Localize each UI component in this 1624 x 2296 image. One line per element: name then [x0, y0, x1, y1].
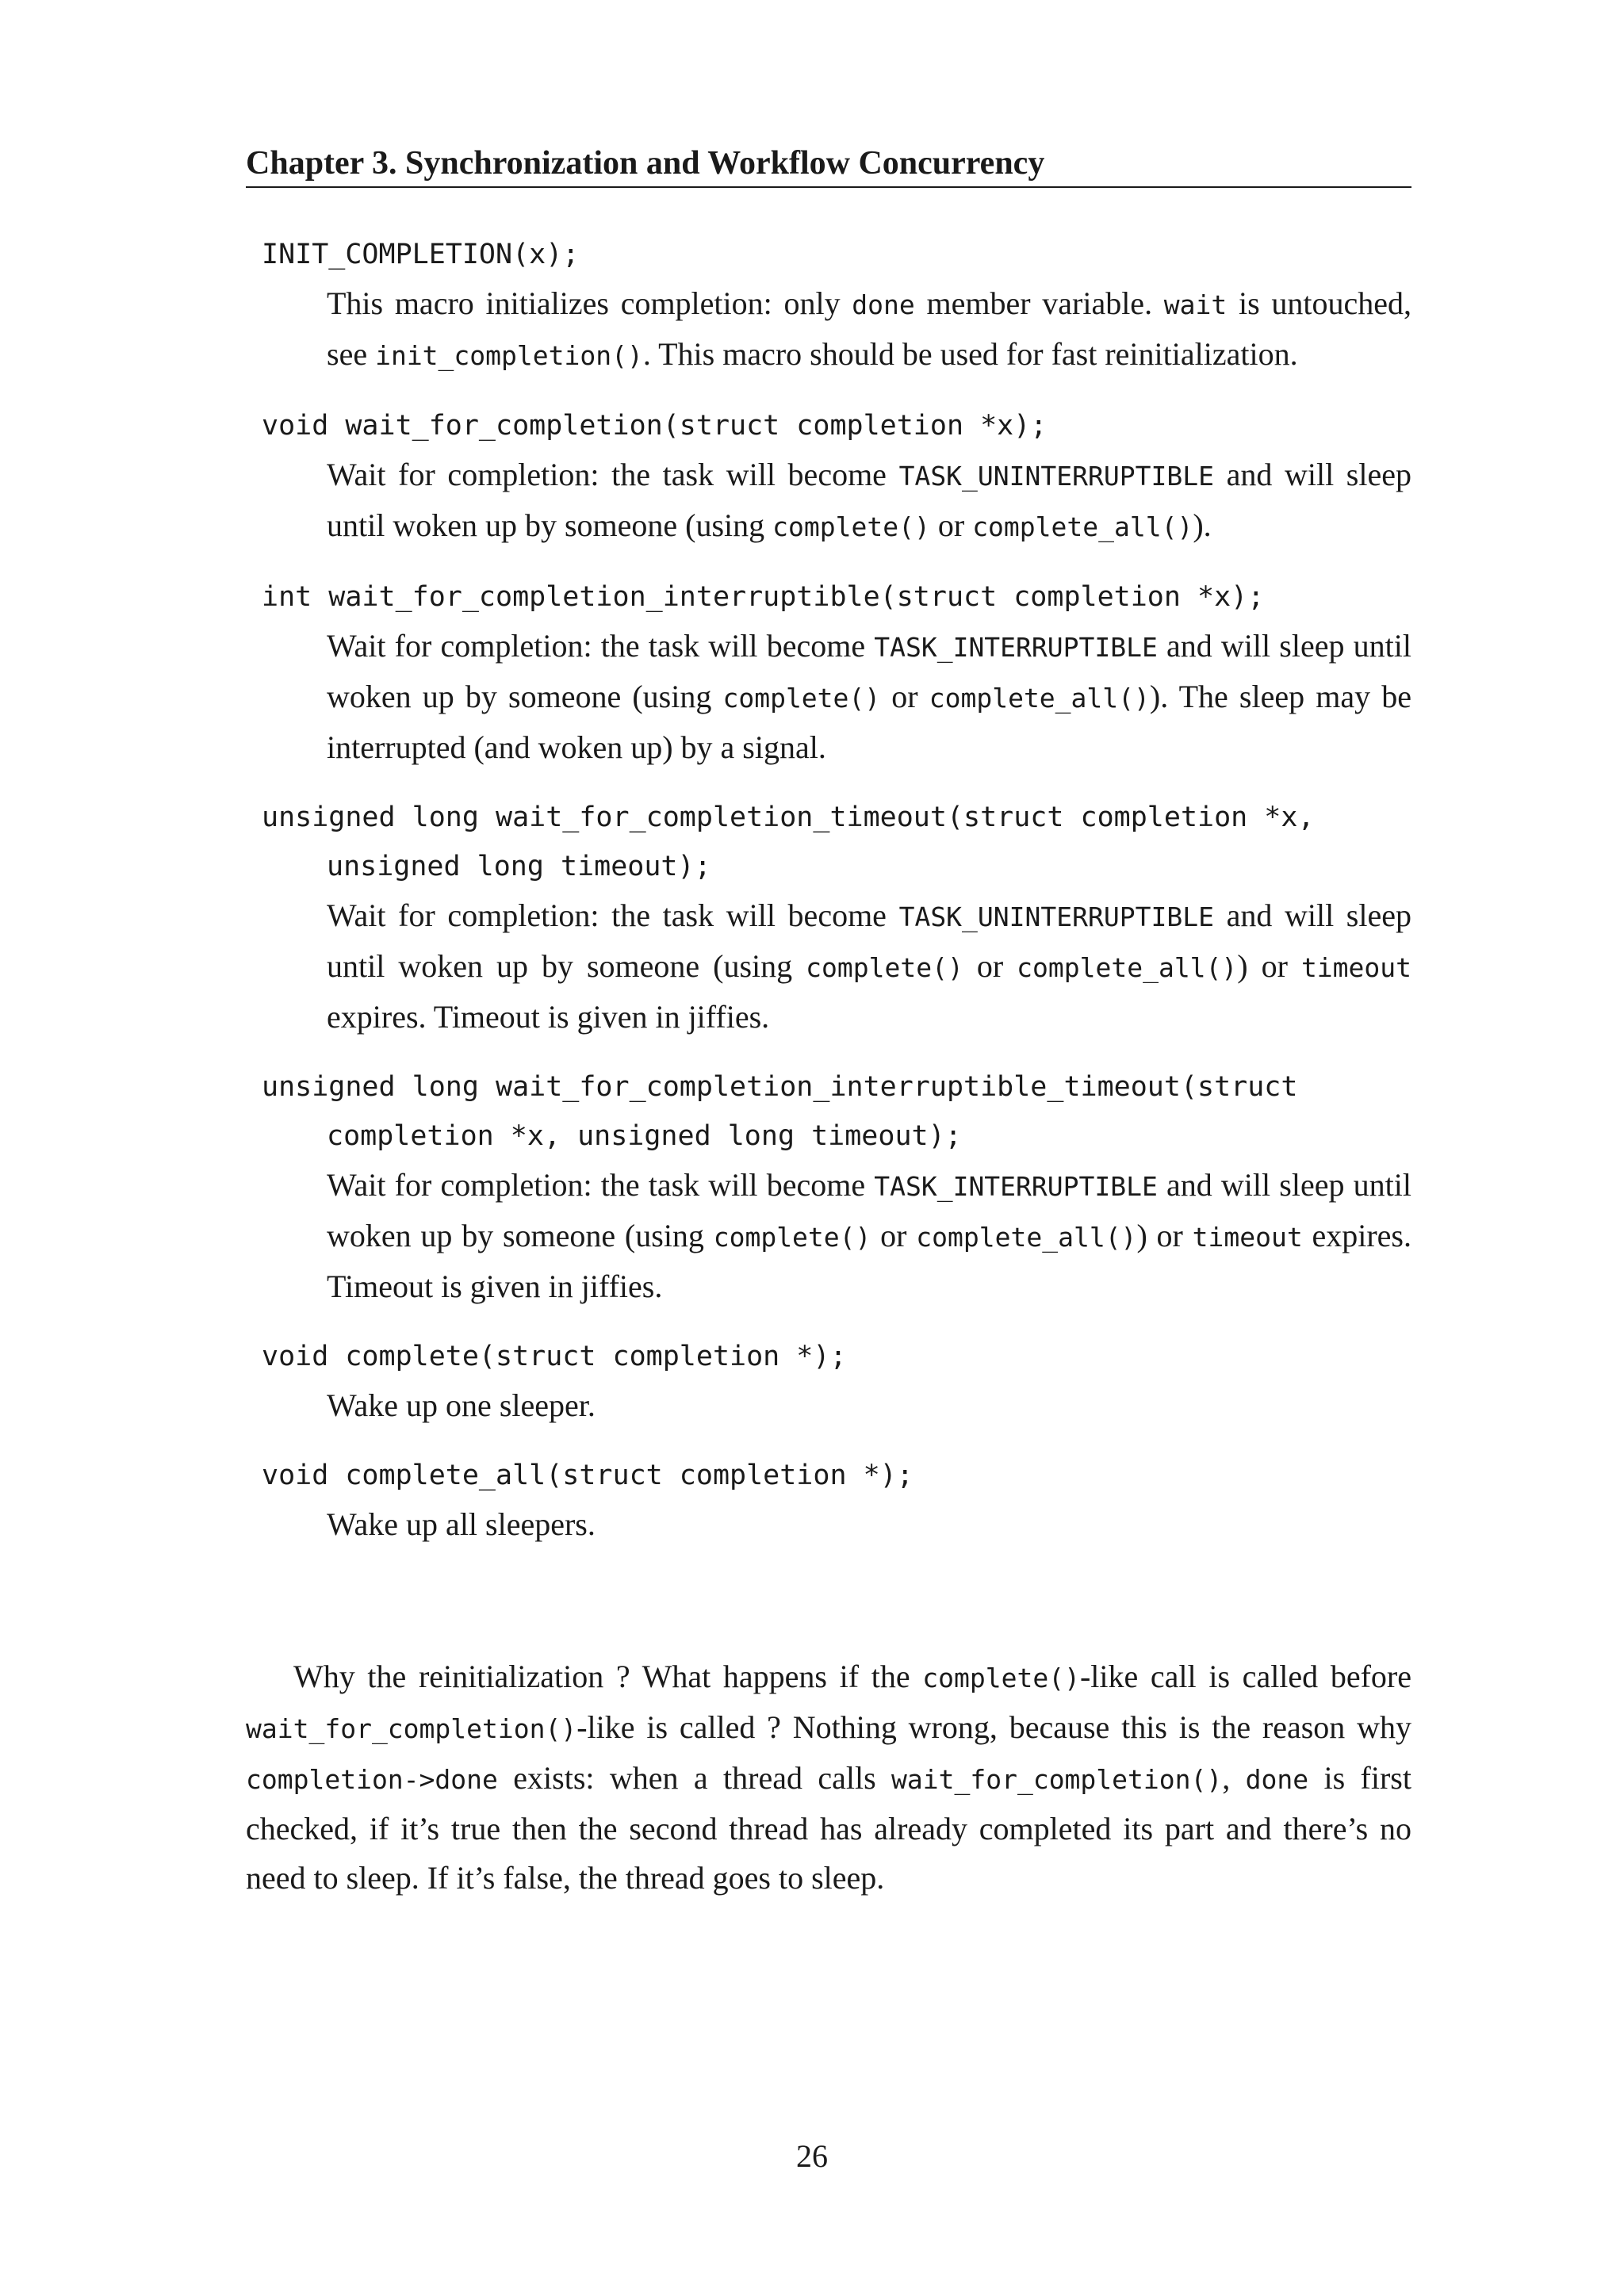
text-run: member variable.: [914, 285, 1164, 321]
function-entry: [246, 1062, 1411, 1311]
header-rule: [246, 186, 1411, 188]
inline-code: complete_all(): [916, 1222, 1137, 1253]
function-description: [327, 1500, 1411, 1549]
inline-code: done: [1245, 1764, 1309, 1795]
text-run: ).: [1193, 507, 1212, 543]
function-description: [327, 1381, 1411, 1430]
body-paragraph: [246, 1652, 1411, 1903]
text-run: or: [880, 679, 929, 714]
function-signature: void wait_for_completion(struct completion *x);: [262, 410, 1048, 442]
text-run: Wait for completion: the task will become: [327, 897, 899, 933]
function-entry: [246, 401, 1411, 552]
inline-code: complete(): [772, 511, 930, 542]
function-description: [327, 891, 1411, 1042]
function-entry: [246, 572, 1411, 772]
inline-code: complete_all(): [972, 511, 1193, 542]
function-entry: [246, 1332, 1411, 1430]
text-run: or: [963, 948, 1017, 984]
signature-continuation: unsigned long timeout);: [327, 851, 711, 882]
inline-code: done: [852, 289, 915, 320]
inline-code: wait_for_completion(): [891, 1764, 1223, 1795]
text-run: expires. Timeout is given in jiffies.: [327, 1218, 1412, 1304]
text-run: is untouched, see: [327, 285, 1411, 372]
text-run: . This macro should be used for fast reinitialization.: [642, 336, 1298, 372]
inline-code: complete(): [713, 1222, 871, 1253]
inline-code: complete(): [806, 952, 963, 983]
text-run: exists: when a thread calls: [497, 1760, 892, 1796]
function-description: [327, 450, 1411, 552]
function-entry: [246, 230, 1411, 381]
function-description: [327, 1161, 1411, 1311]
page-number: 26: [796, 2138, 828, 2174]
inline-code: TASK_UNINTERRUPTIBLE: [898, 901, 1214, 932]
inline-code: complete(): [922, 1663, 1080, 1693]
function-entry: [246, 1451, 1411, 1549]
inline-code: init_completion(): [375, 340, 643, 371]
text-run: and will sleep until woken up by someone (using: [327, 897, 1411, 984]
text-run: and will sleep until woken up by someone (using: [327, 457, 1411, 543]
inline-code: completion->done: [246, 1764, 498, 1795]
inline-code: complete(): [722, 683, 881, 714]
function-entry: [246, 793, 1411, 1042]
inline-code: timeout: [1300, 952, 1412, 983]
text-run: expires. Timeout is given in jiffies.: [327, 999, 770, 1035]
inline-code: TASK_UNINTERRUPTIBLE: [898, 461, 1214, 492]
inline-code: complete_all(): [1017, 952, 1238, 983]
function-signature: unsigned long wait_for_completion_timeout(struct completion *x, unsigned long timeout);: [262, 793, 1411, 891]
text-run: Wait for completion: the task will become: [327, 457, 899, 492]
text-run: and will sleep until woken up by someone (using: [327, 628, 1411, 714]
inline-code: TASK_INTERRUPTIBLE: [874, 632, 1158, 663]
inline-code: timeout: [1192, 1222, 1303, 1253]
text-run: Wake up one sleeper.: [327, 1387, 596, 1423]
function-description: [327, 622, 1411, 772]
function-description: [327, 279, 1411, 381]
text-run: Wake up all sleepers.: [327, 1506, 596, 1542]
text-run: is first checked, if it’s true then the second thread has already completed its part and there’s no need to sleep. If it’s false, the thread goes to sleep.: [246, 1760, 1411, 1896]
function-signature: void complete(struct completion *);: [262, 1341, 847, 1372]
text-run: ) or: [1237, 948, 1301, 984]
text-run: or: [929, 507, 973, 543]
text-run: ). The sleep may be interrupted (and woken up) by a signal.: [327, 679, 1411, 765]
running-header: Chapter 3. Synchronization and Workflow Concurrency: [246, 145, 1045, 182]
signature-continuation: completion *x, unsigned long timeout);: [327, 1120, 962, 1152]
function-signature: unsigned long wait_for_completion_interruptible_timeout(struct completion *x, unsigned long timeout);: [262, 1062, 1411, 1161]
function-signature: void complete_all(struct completion *);: [262, 1460, 914, 1491]
function-signature: int wait_for_completion_interruptible(struct completion *x);: [262, 581, 1265, 613]
inline-code: complete_all(): [929, 683, 1150, 714]
text-run: Wait for completion: the task will become: [327, 628, 875, 664]
inline-code: wait_for_completion(): [246, 1713, 577, 1744]
text-run: -like is called ? Nothing wrong, because this is the reason why: [576, 1709, 1411, 1745]
text-run: ) or: [1136, 1218, 1193, 1253]
text-run: or: [871, 1218, 917, 1253]
text-run: This macro initializes completion: only: [327, 285, 852, 321]
function-signature: INIT_COMPLETION(x);: [262, 239, 580, 270]
text-run: -like call is called before: [1079, 1659, 1411, 1694]
inline-code: TASK_INTERRUPTIBLE: [874, 1171, 1158, 1202]
text-run: Wait for completion: the task will become: [327, 1167, 875, 1203]
text-run: and will sleep until woken up by someone (using: [327, 1167, 1411, 1253]
text-run: Why the reinitialization ? What happens if the: [293, 1659, 923, 1694]
inline-code: wait: [1163, 289, 1228, 320]
function-list: [246, 230, 1411, 1570]
text-run: ,: [1222, 1760, 1246, 1796]
